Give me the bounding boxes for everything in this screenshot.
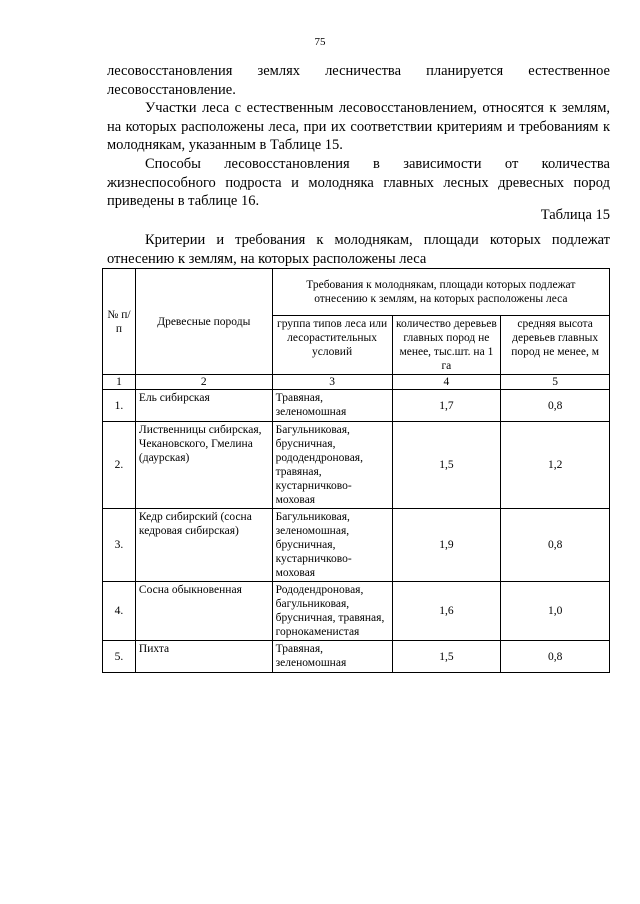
column-number: 2 <box>135 375 272 390</box>
table-row <box>103 641 610 673</box>
row-species: Лиственницы сибирская, Чекановского, Гмелина (даурская) <box>135 422 272 509</box>
header-requirements: Требования к молоднякам, площади которых подлежат отнесению к землям, на которых расположены леса <box>272 269 609 316</box>
table-row <box>103 390 610 422</box>
row-height: 1,0 <box>501 582 610 641</box>
header-forest-type: группа типов леса или лесорастительных условий <box>272 316 392 375</box>
row-height: 0,8 <box>501 641 610 673</box>
row-count: 1,5 <box>392 422 501 509</box>
table-row <box>103 582 610 641</box>
paragraph-1-line-2: лесовосстановление. <box>107 81 236 98</box>
row-num: 2. <box>103 422 136 509</box>
row-count: 1,6 <box>392 582 501 641</box>
row-species: Ель сибирская <box>135 390 272 422</box>
row-height: 0,8 <box>501 509 610 582</box>
page-number: 75 <box>314 36 326 48</box>
row-count: 1,7 <box>392 390 501 422</box>
row-species: Сосна обыкновенная <box>135 582 272 641</box>
header-num: № п/п <box>103 269 136 375</box>
table-caption <box>107 231 610 268</box>
paragraph-2: Участки леса с естественным лесовосстановлением, относятся к землям, на которых расположены леса, при их соответствии критериям и требованиям к молоднякам, указанным в Таблице 15. <box>107 100 610 154</box>
header-count: количество деревьев главных пород не менее, тыс.шт. на 1 га <box>392 316 501 375</box>
row-num: 1. <box>103 390 136 422</box>
row-forest-type: Рододендроновая, багульниковая, брусничная, травяная, горнокаменистая <box>272 582 392 641</box>
row-species: Пихта <box>135 641 272 673</box>
header-species: Древесные породы <box>135 269 272 375</box>
row-forest-type: Багульниковая, брусничная, рододендроновая, травяная, кустарничково-моховая <box>272 422 392 509</box>
header-height: средняя высота деревьев главных пород не менее, м <box>501 316 610 375</box>
column-number: 3 <box>272 375 392 390</box>
column-number: 4 <box>392 375 501 390</box>
row-forest-type: Травяная, зеленомошная <box>272 390 392 422</box>
table-row <box>103 509 610 582</box>
body-text <box>107 62 610 211</box>
header-row-1 <box>103 269 610 316</box>
row-height: 1,2 <box>501 422 610 509</box>
row-count: 1,5 <box>392 641 501 673</box>
column-number: 5 <box>501 375 610 390</box>
row-num: 4. <box>103 582 136 641</box>
table-caption-text: Критерии и требования к молоднякам, площади которых подлежат отнесению к землям, на которых расположены леса <box>107 232 610 267</box>
paragraph-3: Способы лесовосстановления в зависимости от количества жизнеспособного подроста и молодняка главных лесных древесных пород приведены в таблице 16. <box>107 155 610 210</box>
row-num: 5. <box>103 641 136 673</box>
paragraph-1-line-1: лесовосстановления землях лесничества планируется естественное <box>107 63 610 79</box>
row-num: 3. <box>103 509 136 582</box>
row-count: 1,9 <box>392 509 501 582</box>
column-number-row <box>103 375 610 390</box>
row-forest-type: Багульниковая, зеленомошная, брусничная, кустарничково-моховая <box>272 509 392 582</box>
criteria-table <box>102 268 610 673</box>
row-height: 0,8 <box>501 390 610 422</box>
column-number: 1 <box>103 375 136 390</box>
row-species: Кедр сибирский (сосна кедровая сибирская) <box>135 509 272 582</box>
table-row <box>103 422 610 509</box>
table-label: Таблица 15 <box>540 207 610 223</box>
row-forest-type: Травяная, зеленомошная <box>272 641 392 673</box>
